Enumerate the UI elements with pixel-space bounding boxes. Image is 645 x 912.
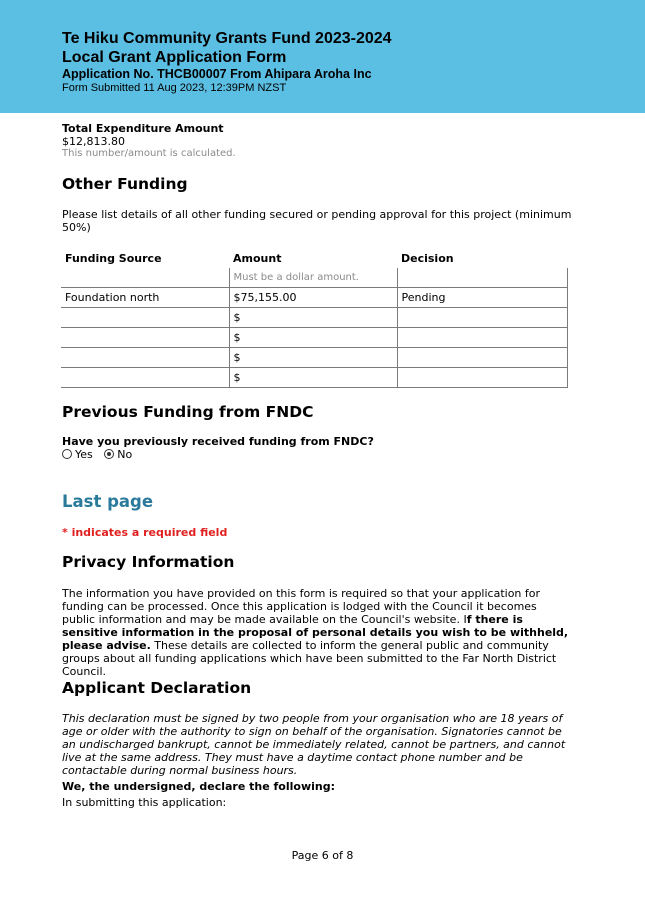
funding-source-cell	[61, 308, 229, 328]
amount-cell: $	[229, 308, 397, 328]
form-header	[0, 0, 645, 113]
amount-cell: $75,155.00	[229, 288, 397, 308]
funding-source-cell	[61, 328, 229, 348]
table-row	[61, 288, 568, 308]
radio-unselected-icon	[62, 449, 72, 459]
previous-funding-question: Have you previously received funding from FNDC?	[62, 435, 374, 448]
decision-cell	[397, 348, 568, 368]
other-funding-heading: Other Funding	[62, 175, 188, 193]
amount-cell: $	[229, 348, 397, 368]
funding-source-cell	[61, 348, 229, 368]
amount-hint: Must be a dollar amount.	[229, 268, 397, 288]
fund-title: Te Hiku Community Grants Fund 2023-2024	[62, 30, 392, 47]
declaration-italic-text: This declaration must be signed by two people from your organisation who are 18 years of age or older with the authority to sign on behalf of the organisation. Signatories cannot be an undischarged bankrupt, cannot be immediately related, cannot be partners, and cannot live at the same address. They must have a daytime contact phone number and be contactable during normal business hours.	[62, 712, 566, 777]
privacy-heading: Privacy Information	[62, 553, 235, 571]
previous-funding-heading: Previous Funding from FNDC	[62, 403, 314, 421]
page-number: Page 6 of 8	[291, 849, 354, 862]
decision-cell	[397, 328, 568, 348]
table-row	[61, 368, 568, 388]
total-expenditure-hint: This number/amount is calculated.	[62, 148, 236, 159]
total-expenditure-value: $12,813.80	[62, 135, 125, 148]
application-number: Application No. THCB00007 From Ahipara Aroha Inc	[62, 67, 372, 81]
table-hint-row	[61, 268, 568, 288]
decision-cell	[397, 368, 568, 388]
column-header-decision: Decision	[401, 252, 454, 265]
amount-cell: $	[229, 328, 397, 348]
radio-yes-label: Yes	[75, 448, 93, 461]
decision-cell	[397, 308, 568, 328]
total-expenditure-label: Total Expenditure Amount	[62, 122, 224, 135]
other-funding-table	[61, 249, 568, 388]
last-page-heading: Last page	[62, 492, 154, 511]
table-row	[61, 348, 568, 368]
radio-no-label: No	[117, 448, 133, 461]
decision-cell: Pending	[397, 288, 568, 308]
privacy-text: The information you have provided on this form is required so that your application for funding can be processed. Once this application is lodged with the Council it becomes public information and may be made available on the Council's website. If there is sensitive information in the proposal of personal details you wish to be withheld, please advise. These details are collected to inform the general public and community groups about all funding applications which have been submitted to the Far North District Council.	[62, 587, 569, 678]
previous-funding-options	[62, 448, 132, 461]
required-field-note: * indicates a required field	[62, 526, 228, 539]
other-funding-description: Please list details of all other funding secured or pending approval for this project (minimum 50%)	[62, 208, 572, 234]
radio-no[interactable]	[104, 448, 132, 461]
submitting-text: In submitting this application:	[62, 796, 227, 809]
table-row	[61, 328, 568, 348]
column-header-amount: Amount	[233, 252, 282, 265]
submitted-date: Form Submitted 11 Aug 2023, 12:39PM NZST	[62, 82, 287, 94]
radio-yes[interactable]	[62, 448, 93, 461]
column-header-source: Funding Source	[65, 252, 162, 265]
radio-selected-icon	[104, 449, 114, 459]
table-row	[61, 308, 568, 328]
amount-cell: $	[229, 368, 397, 388]
funding-source-cell: Foundation north	[61, 288, 229, 308]
declaration-heading: Applicant Declaration	[62, 679, 252, 697]
form-name: Local Grant Application Form	[62, 49, 287, 66]
declare-label: We, the undersigned, declare the following:	[62, 780, 335, 793]
funding-source-cell	[61, 368, 229, 388]
